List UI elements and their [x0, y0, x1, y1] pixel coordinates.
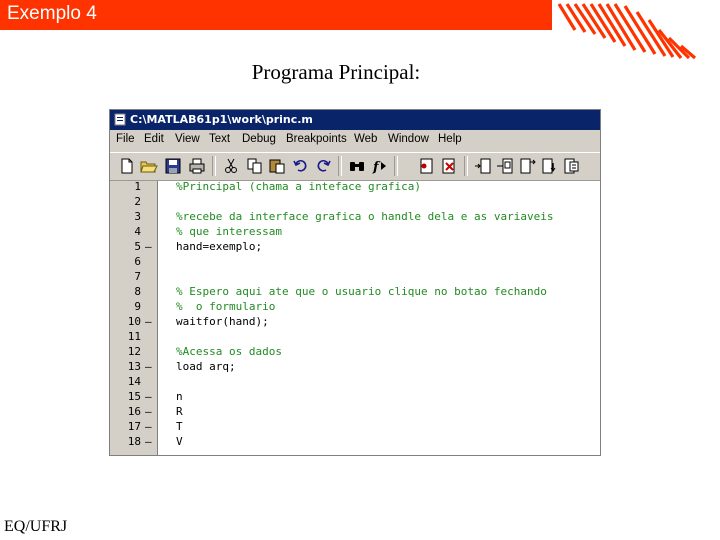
new-file-icon[interactable]: [118, 157, 136, 175]
print-icon[interactable]: [188, 157, 206, 175]
breakpoint-marker[interactable]: –: [145, 405, 152, 418]
breakpoint-marker[interactable]: –: [145, 315, 152, 328]
function-icon[interactable]: [370, 157, 388, 175]
code-text: hand=exemplo;: [176, 240, 263, 253]
line-number: 5: [134, 240, 141, 253]
menu-breakpoints[interactable]: Breakpoints: [286, 133, 347, 145]
code-line[interactable]: [110, 209, 600, 224]
slide-title: Programa Principal:: [251, 60, 421, 84]
save-icon[interactable]: [164, 157, 182, 175]
menu-edit[interactable]: Edit: [144, 133, 164, 145]
line-number: 4: [134, 225, 141, 238]
line-number: 16: [127, 405, 141, 418]
clear-breakpoints-icon[interactable]: [440, 157, 458, 175]
code-line[interactable]: [110, 389, 600, 404]
copy-icon[interactable]: [246, 157, 264, 175]
open-folder-icon[interactable]: [140, 157, 158, 175]
paste-icon[interactable]: [268, 157, 286, 175]
toolbar-separator: [338, 156, 342, 176]
undo-icon[interactable]: [292, 157, 310, 175]
menu-bar: [110, 130, 600, 150]
line-number: 18: [127, 435, 141, 448]
slide-header-bar: [0, 0, 552, 30]
line-number: 9: [134, 300, 141, 313]
line-number: 10: [127, 315, 141, 328]
editor-window: [109, 109, 601, 456]
code-text: V: [176, 435, 183, 448]
window-title-bar[interactable]: [110, 110, 600, 130]
line-number: 3: [134, 210, 141, 223]
step-icon[interactable]: [474, 157, 492, 175]
code-line[interactable]: [110, 179, 600, 194]
code-text: T: [176, 420, 183, 433]
code-line[interactable]: [110, 284, 600, 299]
step-out-icon[interactable]: [518, 157, 536, 175]
menu-web[interactable]: Web: [354, 133, 378, 145]
menu-view[interactable]: View: [175, 133, 200, 145]
menu-debug[interactable]: Debug: [242, 133, 276, 145]
code-line[interactable]: [110, 419, 600, 434]
line-number: 11: [127, 330, 141, 343]
breakpoint-marker[interactable]: –: [145, 390, 152, 403]
code-text: R: [176, 405, 183, 418]
code-line[interactable]: [110, 269, 600, 284]
line-number: 13: [127, 360, 141, 373]
menu-text[interactable]: Text: [209, 133, 231, 145]
line-number: 12: [127, 345, 141, 358]
code-line[interactable]: [110, 404, 600, 419]
code-line[interactable]: [110, 224, 600, 239]
code-line[interactable]: [110, 359, 600, 374]
code-line[interactable]: [110, 434, 600, 449]
toolbar-separator: [212, 156, 216, 176]
toolbar-separator: [394, 156, 398, 176]
breakpoint-marker[interactable]: –: [145, 420, 152, 433]
code-text: waitfor(hand);: [176, 315, 269, 328]
code-lines: [110, 179, 600, 449]
code-text: load arq;: [176, 360, 236, 373]
window-title: C:\MATLAB61p1\work\princ.m: [130, 113, 313, 126]
find-icon[interactable]: [348, 157, 366, 175]
code-line[interactable]: [110, 374, 600, 389]
toolbar: [110, 152, 600, 181]
code-line[interactable]: [110, 299, 600, 314]
breakpoint-marker[interactable]: –: [145, 435, 152, 448]
code-line[interactable]: [110, 314, 600, 329]
code-text: %recebe da interface grafica o handle dela e as variaveis: [176, 210, 554, 223]
code-line[interactable]: [110, 239, 600, 254]
toolbar-separator: [464, 156, 468, 176]
matlab-file-icon: [114, 113, 127, 126]
code-line[interactable]: [110, 194, 600, 209]
footer-label: EQ/UFRJ: [4, 518, 68, 535]
line-number: 7: [134, 270, 141, 283]
line-number: 8: [134, 285, 141, 298]
breakpoint-marker[interactable]: –: [145, 360, 152, 373]
cut-icon[interactable]: [222, 157, 240, 175]
code-text: %Principal (chama a inteface grafica): [176, 180, 422, 193]
slide-header-label: Exemplo 4: [7, 3, 97, 24]
line-number: 17: [127, 420, 141, 433]
menu-help[interactable]: Help: [438, 133, 462, 145]
set-breakpoint-icon[interactable]: [418, 157, 436, 175]
menu-file[interactable]: File: [116, 133, 135, 145]
step-in-icon[interactable]: [496, 157, 514, 175]
line-number: 2: [134, 195, 141, 208]
breakpoint-marker[interactable]: –: [145, 240, 152, 253]
code-text: % Espero aqui ate que o usuario clique no botao fechando: [176, 285, 547, 298]
code-line[interactable]: [110, 329, 600, 344]
line-number: 14: [127, 375, 141, 388]
code-text: % o formulario: [176, 300, 276, 313]
menu-window[interactable]: Window: [388, 133, 429, 145]
code-text: %Acessa os dados: [176, 345, 282, 358]
stripes-logo-icon: [555, 0, 705, 60]
exit-debug-icon[interactable]: [562, 157, 580, 175]
svg-text:f: f: [373, 160, 379, 175]
redo-icon[interactable]: [314, 157, 332, 175]
code-text: n: [176, 390, 183, 403]
line-number: 6: [134, 255, 141, 268]
code-text: % que interessam: [176, 225, 282, 238]
line-number: 1: [134, 180, 141, 193]
continue-icon[interactable]: [540, 157, 558, 175]
code-line[interactable]: [110, 254, 600, 269]
code-editor[interactable]: [110, 181, 600, 455]
code-line[interactable]: [110, 344, 600, 359]
line-number: 15: [127, 390, 141, 403]
